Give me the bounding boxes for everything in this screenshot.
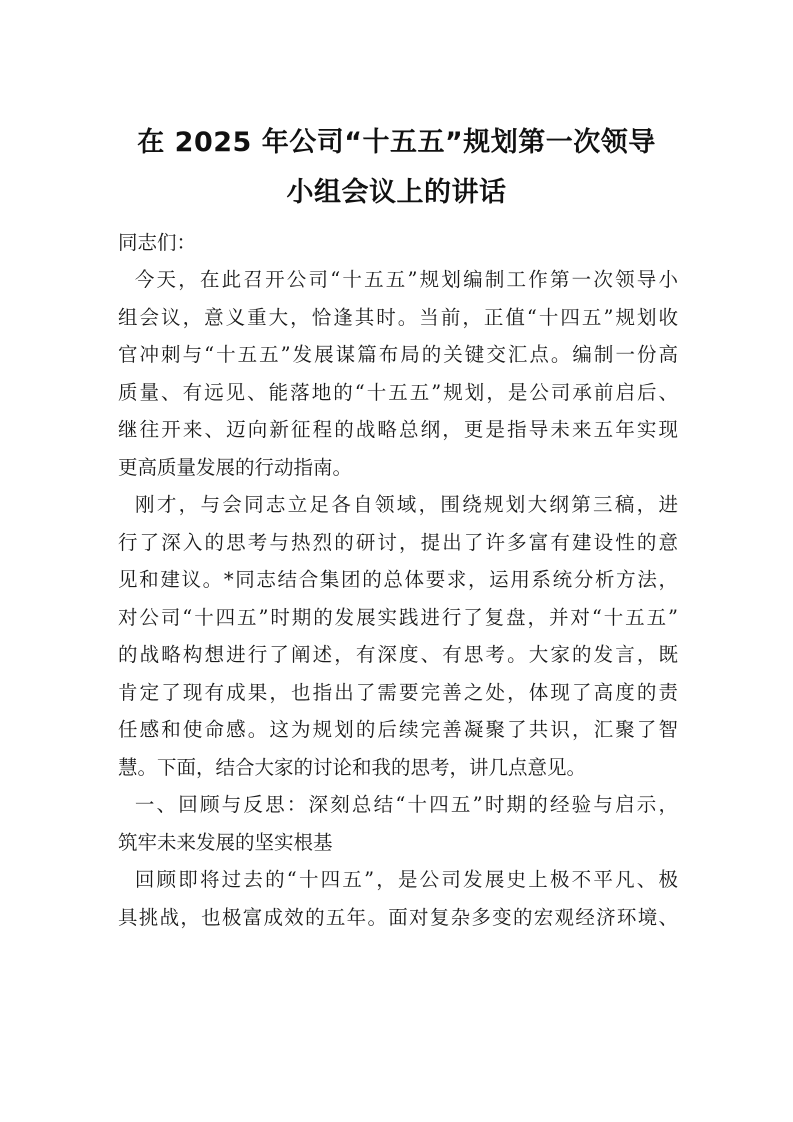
text-line: 官冲刺与“十五五”发展谋篇布局的关键交汇点。编制一份高 [118, 343, 678, 366]
text-line: 继往开来、迈向新征程的战略总纲，更是指导未来五年实现 [118, 418, 678, 441]
text-line: 肯定了现有成果，也指出了需要完善之处，体现了高度的责 [118, 680, 678, 704]
text-line: 筑牢未来发展的坚实根基 [118, 830, 333, 854]
text-line: 任感和使命感。这为规划的后续完善凝聚了共识，汇聚了智 [118, 718, 678, 741]
text-line: 对公司“十四五”时期的发展实践进行了复盘，并对“十五五” [118, 605, 678, 629]
paragraph-opening [118, 261, 678, 486]
document-title-line-1: 在 2025 年公司“十五五”规划第一次领导 [137, 127, 656, 158]
text-line: 组会议，意义重大，恰逢其时。当前，正值“十四五”规划收 [118, 305, 678, 329]
paragraph-review [118, 861, 678, 936]
text-line: 回顾即将过去的“十四五”，是公司发展史上极不平凡、极 [118, 868, 678, 891]
text-line: 今天，在此召开公司“十五五”规划编制工作第一次领导小 [118, 268, 678, 291]
text-line: 具挑战，也极富成效的五年。面对复杂多变的宏观经济环境、 [118, 905, 678, 929]
paragraph-discussion [118, 486, 678, 786]
greeting: 同志们： [118, 231, 197, 254]
text-line: 行了深入的思考与热烈的研讨，提出了许多富有建设性的意 [118, 530, 678, 554]
text-line: 的战略构想进行了阐述，有深度、有思考。大家的发言，既 [118, 643, 678, 666]
document-title-line-2: 小组会议上的讲话 [286, 177, 507, 208]
text-line: 一、回顾与反思：深刻总结“十四五”时期的经验与启示， [118, 793, 678, 816]
text-line: 见和建议。*同志结合集团的总体要求，运用系统分析方法， [118, 568, 678, 591]
section-heading-1 [118, 786, 678, 861]
text-line: 慧。下面，结合大家的讨论和我的思考，讲几点意见。 [118, 755, 587, 779]
text-line: 刚才，与会同志立足各自领域，围绕规划大纲第三稿，进 [118, 493, 678, 516]
text-line: 更高质量发展的行动指南。 [118, 455, 353, 479]
text-line: 质量、有远见、能落地的“十五五”规划，是公司承前启后、 [118, 380, 678, 404]
